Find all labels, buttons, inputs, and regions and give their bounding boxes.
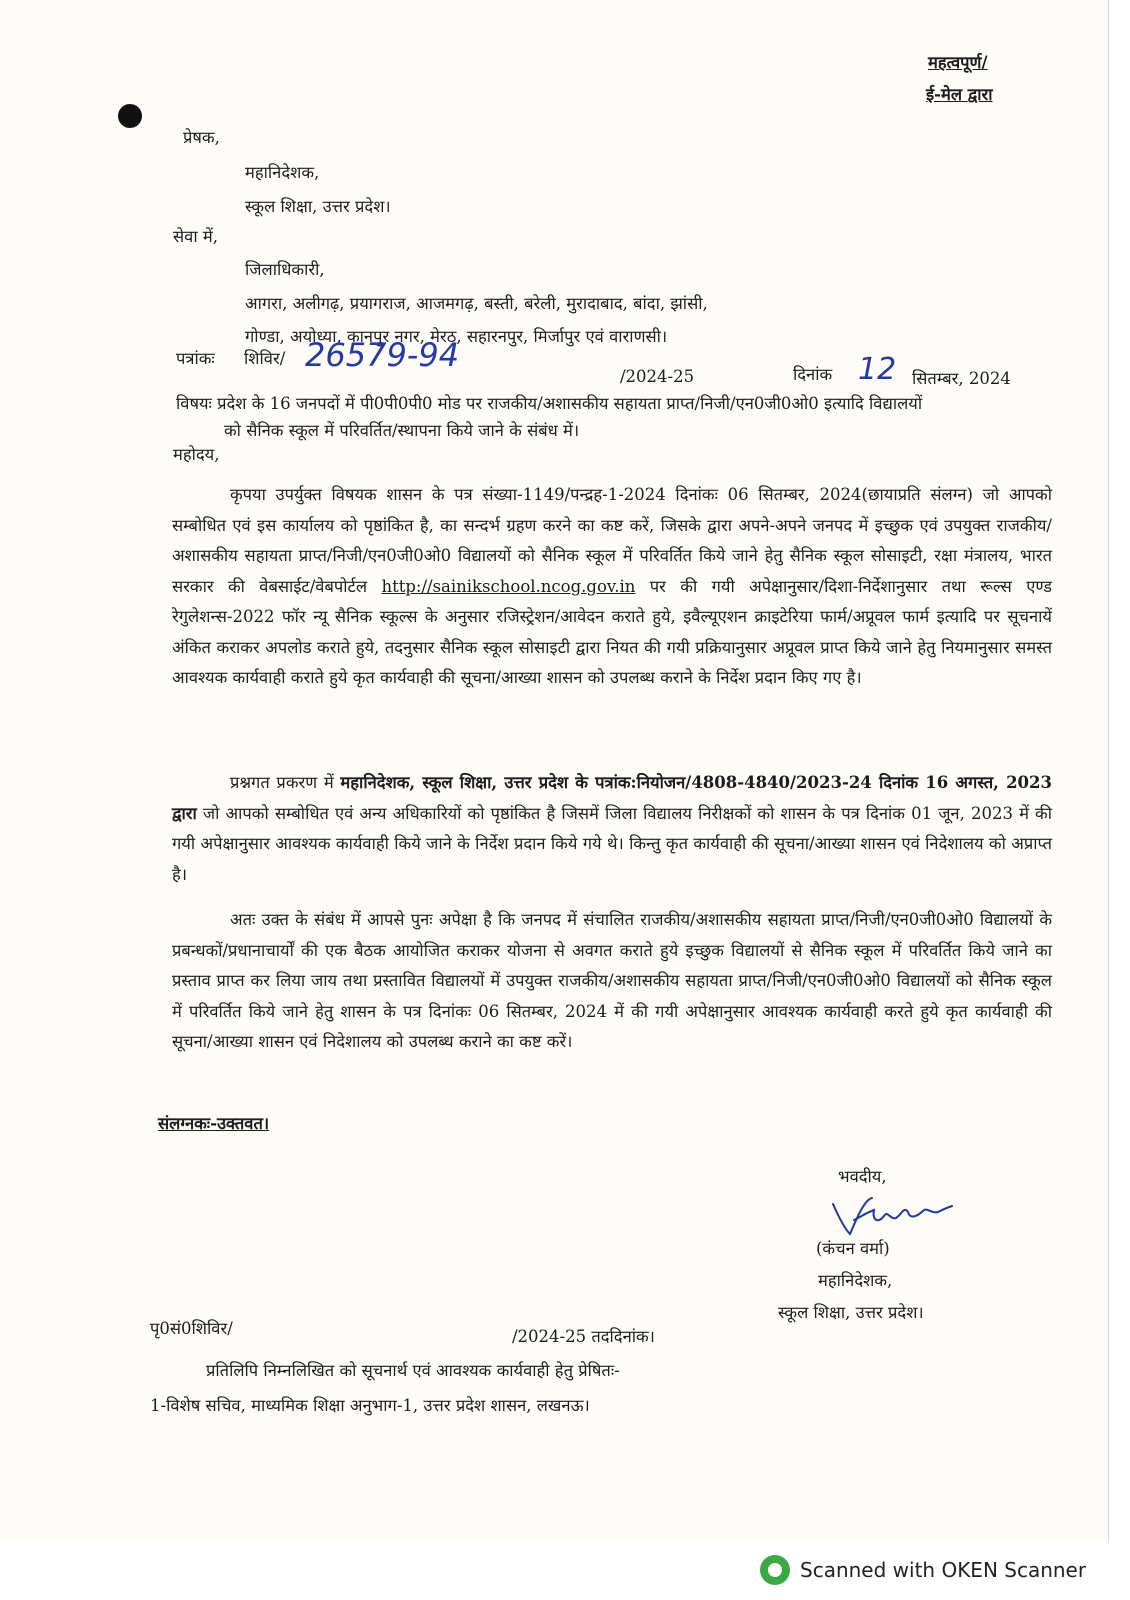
date-label: दिनांक <box>793 365 833 384</box>
reference-label: पत्रांकः <box>176 349 215 368</box>
punch-hole-mark <box>118 104 142 128</box>
para2-start: प्रश्नगत प्रकरण में <box>230 773 334 792</box>
date-month-year: सितम्बर, 2024 <box>912 369 1011 388</box>
recipient-line2: आगरा, अलीगढ़, प्रयागराज, आजमगढ़, बस्ती, बरेली, मुरादाबाद, बांदा, झांसी, <box>245 294 708 313</box>
copy-line: प्रतिलिपि निम्नलिखित को सूचनार्थ एवं आवश्यक कार्यवाही हेतु प्रेषितः- <box>206 1361 620 1380</box>
subject-line2: को सैनिक स्कूल में परिवर्तित/स्थापना किये जाने के संबंध में। <box>224 421 580 440</box>
recipient-line1: जिलाधिकारी, <box>245 260 325 279</box>
body-paragraph-3 <box>172 905 1052 1058</box>
email-mark: ई-मेल द्वारा <box>926 85 993 104</box>
recipient-label: सेवा में, <box>173 227 218 246</box>
signatory-name: (कंचन वर्मा) <box>816 1239 890 1258</box>
signatory-office: स्कूल शिक्षा, उत्तर प्रदेश। <box>778 1303 924 1322</box>
reference-number-handwritten: 26579-94 <box>305 336 460 374</box>
body-paragraph-2 <box>172 768 1052 890</box>
portal-link[interactable]: http://sainikschool.ncog.gov.in <box>381 576 636 596</box>
important-mark: महत्वपूर्ण/ <box>928 53 988 72</box>
signatory-designation: महानिदेशक, <box>818 1271 893 1290</box>
sender-line1: महानिदेशक, <box>245 163 320 182</box>
para1-text: कृपया उपर्युक्त विषयक शासन के पत्र संख्या-1149/पन्द्रह-1-2024 दिनांकः 06 सितम्बर, 2024(छायाप्रति संलग्न) जो आपको सम्बोधित एवं इस कार्यालय को पृष्ठांकित है, का सन्दर्भ ग्रहण करने का कष्ट करें, जिसके द्वारा अपने-अपने जनपद में इच्छुक एवं उपयुक्त राजकीय/अशासकीय सहायता प्राप्त/निजी/एन0जी0ओ0 विद्यालयों को सैनिक स्कूल में परिवर्तित किये जाने हेतु सैनिक स्कूल सोसाइटी, रक्षा मंत्रालय, भारत सरकार की वेबसाईट/वेबपोर्टल <box>172 485 1052 596</box>
reference-prefix: शिविर/ <box>244 349 286 368</box>
sender-label: प्रेषक, <box>183 128 220 147</box>
para3-text: अतः उक्त के संबंध में आपसे पुनः अपेक्षा है कि जनपद में संचालित राजकीय/अशासकीय सहायता प्राप्त/निजी/एन0जी0ओ0 विद्यालयों के प्रबन्धकों/प्रधानाचार्यों की एक बैठक आयोजित कराकर योजना से अवगत कराते हुये इच्छुक विद्यालयों से सैनिक स्कूल में परिवर्तित किये जाने का प्रस्ताव प्राप्त कर लिया जाय तथा प्रस्तावित विद्यालयों में उपयुक्त राजकीय/अशासकीय सहायता प्राप्त/निजी/एन0जी0ओ0 विद्यालयों को सैनिक स्कूल में परिवर्तित किये जाने हेतु शासन के पत्र दिनांकः 06 सितम्बर, 2024 में की गयी अपेक्षानुसार आवश्यक कार्यवाही करते हुये कृत कार्यवाही की सूचना/आख्या शासन एवं निदेशालय को उपलब्ध कराने का कष्ट करें। <box>172 910 1052 1051</box>
body-paragraph-1 <box>172 480 1052 694</box>
reference-year: /2024-25 <box>620 367 695 386</box>
scanner-watermark <box>760 1550 1120 1590</box>
recipient-line3: गोण्डा, अयोध्या, कानपुर नगर, मेरठ, सहारनपुर, मिर्जापुर एवं वाराणसी। <box>245 327 668 346</box>
endorsement-ref: पृ0सं0शिविर/ <box>150 1319 233 1338</box>
para2-bold-ref: महानिदेशक, स्कूल शिक्षा, उत्तर प्रदेश के पत्रांक:नियोजन/4808-4840/2023-24 दिनांक 16 अगस्त, 2023 द्वारा <box>172 773 1052 823</box>
para1-rest: पर की गयी अपेक्षानुसार/दिशा-निर्देशानुसार तथा रूल्स एण्ड रेगुलेशन्स-2022 फॉर न्यू सैनिक स्कूल्स के अनुसार रजिस्ट्रेशन/आवेदन कराते हुये, इवैल्यूएशन क्राइटेरिया फार्म/अप्रूवल फार्म इत्यादि पर सूचनायें अंकित कराकर अपलोड कराते हुये, तदनुसार सैनिक स्कूल सोसाइटी द्वारा नियत की गयी प्रक्रियानुसार अप्रूवल प्राप्त किये जाने हेतु नियमानुसार समस्त आवश्यक कार्यवाही कराते हुये कृत कार्यवाही की सूचना/आख्या शासन को उपलब्ध कराने के निर्देश प्रदान किए गए है। <box>172 576 1052 687</box>
salutation: महोदय, <box>173 445 220 464</box>
date-day-handwritten: 12 <box>858 352 897 387</box>
scanner-text: Scanned with OKEN Scanner <box>800 1558 1087 1582</box>
signature-image <box>828 1190 958 1240</box>
subject-line1: विषयः प्रदेश के 16 जनपदों में पी0पी0पी0 मोड पर राजकीय/अशासकीय सहायता प्राप्त/निजी/एन0जी0ओ0 इत्यादि विद्यालयों <box>176 394 923 413</box>
copy-item-1: 1-विशेष सचिव, माध्यमिक शिक्षा अनुभाग-1, उत्तर प्रदेश शासन, लखनऊ। <box>150 1396 590 1415</box>
para2-rest: जो आपको सम्बोधित एवं अन्य अधिकारियों को पृष्ठांकित है जिसमें जिला विद्यालय निरीक्षकों को शासन के पत्र दिनांक 01 जून, 2023 में की गयी अपेक्षानुसार आवश्यक कार्यवाही किये जाने के निर्देश प्रदान किये गये थे। किन्तु कृत कार्यवाही की सूचना/आख्या शासन एवं निदेशालय को अप्राप्त है। <box>172 803 1052 884</box>
scanner-logo-icon <box>760 1555 790 1585</box>
closing-yours: भवदीय, <box>838 1167 887 1186</box>
sender-line2: स्कूल शिक्षा, उत्तर प्रदेश। <box>245 197 391 216</box>
enclosure: संलग्नकः-उक्तवत। <box>158 1114 270 1133</box>
endorsement-date: /2024-25 तददिनांक। <box>512 1327 655 1346</box>
